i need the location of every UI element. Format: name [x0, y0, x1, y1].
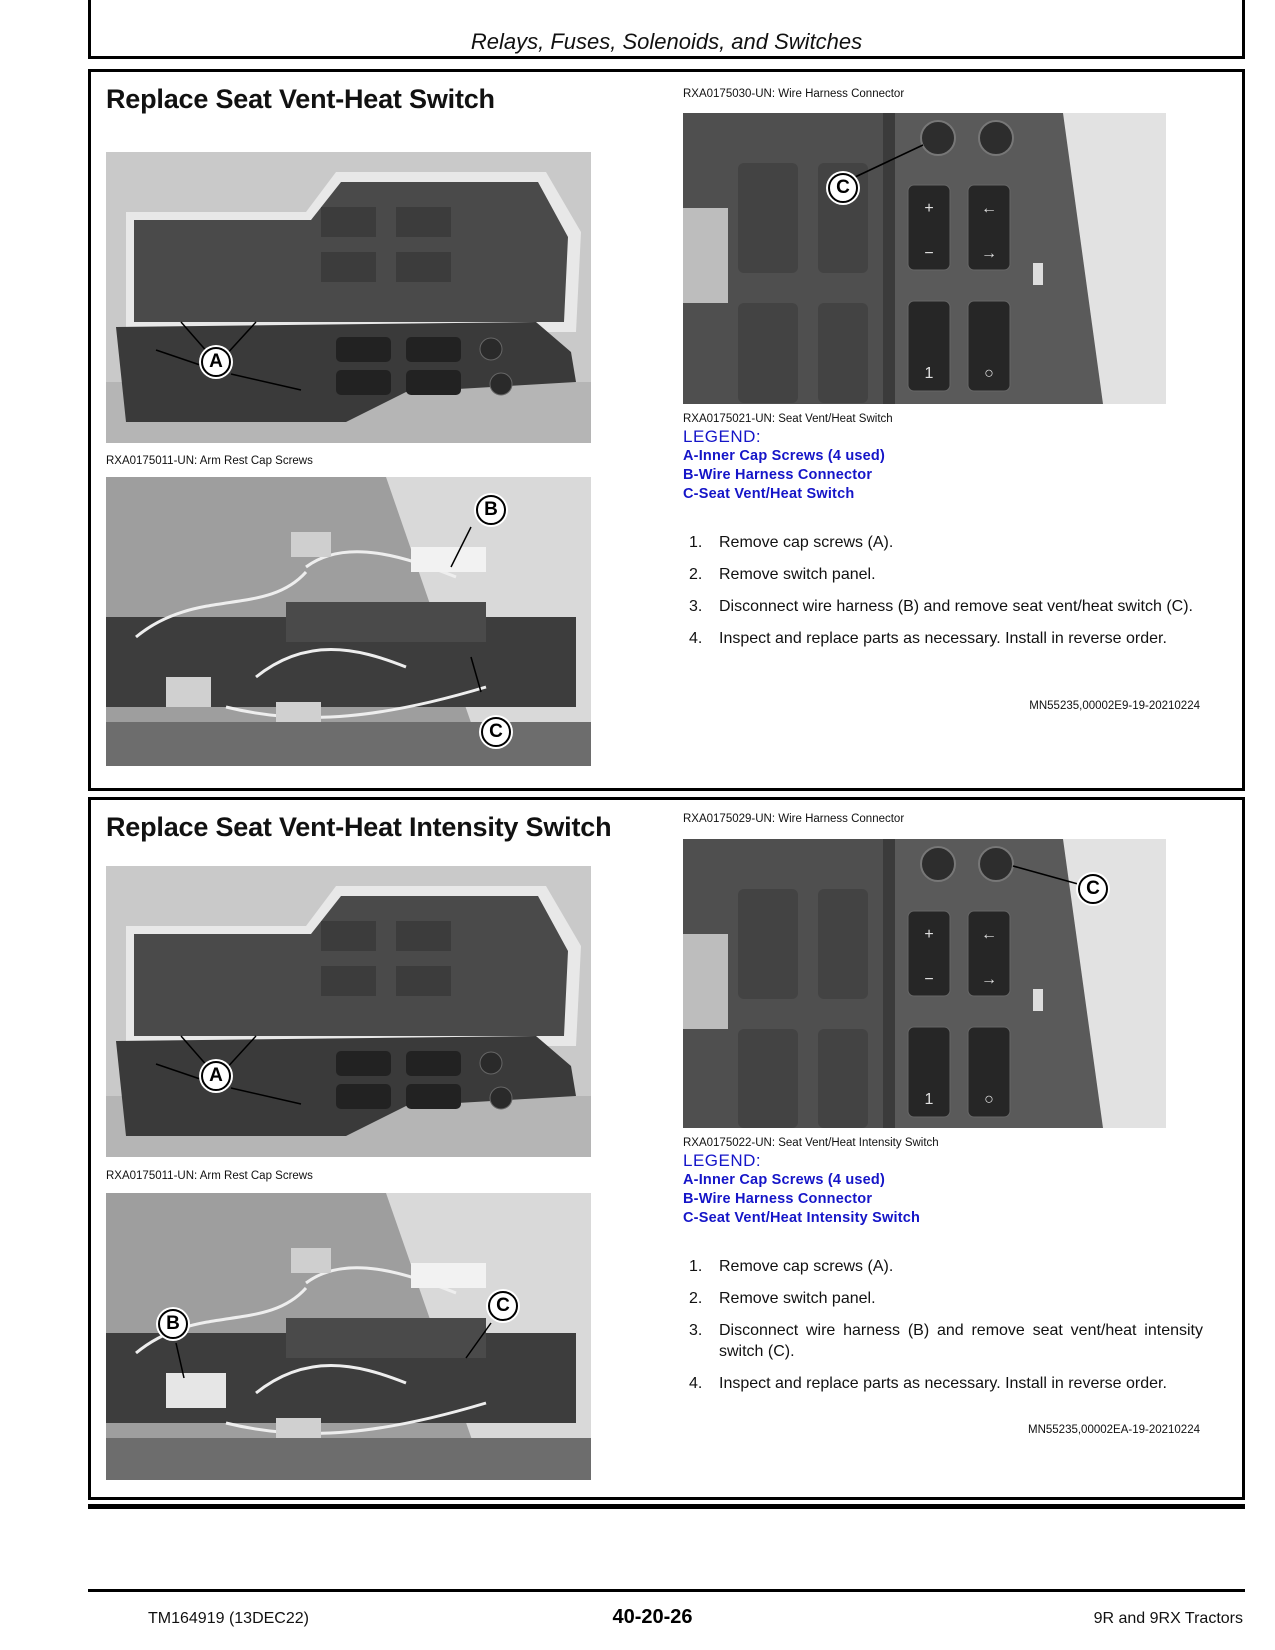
- procedure-steps: [683, 1256, 1203, 1405]
- legend-item-a: A-Inner Cap Screws (4 used): [683, 448, 886, 464]
- step-item: 4. Inspect and replace parts as necessary. Install in reverse order.: [689, 1375, 1167, 1392]
- svg-text:−: −: [924, 245, 934, 262]
- svg-text:→: →: [981, 245, 997, 262]
- procedure-steps: [683, 532, 1203, 660]
- photo-wire-harness: [106, 477, 591, 766]
- svg-text:+: +: [924, 200, 934, 217]
- reference-id: MN55235,00002EA-19-20210224: [1028, 1424, 1200, 1436]
- callout-b: B: [476, 495, 506, 525]
- reference-id: MN55235,00002E9-19-20210224: [1029, 700, 1200, 712]
- chapter-title: Relays, Fuses, Solenoids, and Switches: [470, 29, 863, 54]
- footer-rule: [88, 1589, 1245, 1592]
- svg-text:→: →: [981, 971, 997, 988]
- photo-arm-rest-cap-screws: [106, 152, 591, 443]
- step-item: 1. Remove cap screws (A).: [689, 1258, 894, 1275]
- step-item: 2. Remove switch panel.: [689, 566, 876, 583]
- figure-caption: RXA0175011-UN: Arm Rest Cap Screws: [106, 1170, 313, 1182]
- callout-c: C: [828, 173, 858, 203]
- svg-text:○: ○: [984, 365, 994, 382]
- svg-text:1: 1: [924, 365, 934, 382]
- callout-b: B: [158, 1309, 188, 1339]
- svg-text:←: ←: [981, 926, 997, 943]
- callout-c: C: [1078, 874, 1108, 904]
- svg-text:○: ○: [984, 1091, 994, 1108]
- callout-c: C: [488, 1291, 518, 1321]
- legend-heading: LEGEND:: [683, 1151, 762, 1170]
- legend-heading: LEGEND:: [683, 427, 762, 446]
- photo-switch-panel-closeup: [683, 839, 1166, 1128]
- figure-caption-top: RXA0175030-UN: Wire Harness Connector: [683, 88, 905, 100]
- figure-caption: RXA0175011-UN: Arm Rest Cap Screws: [106, 455, 313, 467]
- figure-caption: RXA0175022-UN: Seat Vent/Heat Intensity Switch: [683, 1137, 939, 1149]
- section-title: Replace Seat Vent-Heat Switch: [106, 84, 495, 114]
- legend-item-c: C-Seat Vent/Heat Switch: [683, 486, 855, 502]
- section-title: Replace Seat Vent-Heat Intensity Switch: [106, 812, 612, 842]
- callout-a: A: [201, 347, 231, 377]
- section-end-rule: [88, 1504, 1245, 1509]
- section-replace-seat-vent-heat-intensity-switch: [88, 797, 1245, 1500]
- photo-wire-harness: [106, 1193, 591, 1480]
- footer-product: 9R and 9RX Tractors: [1093, 1610, 1243, 1627]
- callout-a: A: [201, 1061, 231, 1091]
- step-item: 4. Inspect and replace parts as necessary. Install in reverse order.: [689, 630, 1167, 647]
- footer-doc-id: TM164919 (13DEC22): [148, 1610, 309, 1627]
- photo-arm-rest-cap-screws: [106, 866, 591, 1157]
- step-item: 3. Disconnect wire harness (B) and remove seat vent/heat intensity switch (C).: [689, 1322, 1203, 1360]
- figure-caption-top: RXA0175029-UN: Wire Harness Connector: [683, 813, 905, 825]
- page-header-box: [88, 0, 1245, 59]
- legend-item-b: B-Wire Harness Connector: [683, 467, 873, 483]
- callout-c: C: [481, 717, 511, 747]
- footer-page-number: 40-20-26: [612, 1606, 693, 1628]
- step-item: 3. Disconnect wire harness (B) and remove seat vent/heat switch (C).: [689, 598, 1193, 615]
- figure-caption: RXA0175021-UN: Seat Vent/Heat Switch: [683, 413, 893, 425]
- svg-text:←: ←: [981, 200, 997, 217]
- step-item: 2. Remove switch panel.: [689, 1290, 876, 1307]
- section-replace-seat-vent-heat-switch: [88, 69, 1245, 791]
- legend-item-a: A-Inner Cap Screws (4 used): [683, 1172, 886, 1188]
- legend: [683, 427, 885, 504]
- svg-text:1: 1: [924, 1091, 934, 1108]
- legend: [683, 1151, 920, 1228]
- legend-item-b: B-Wire Harness Connector: [683, 1191, 873, 1207]
- step-item: 1. Remove cap screws (A).: [689, 534, 894, 551]
- legend-item-c: C-Seat Vent/Heat Intensity Switch: [683, 1210, 921, 1226]
- svg-text:+: +: [924, 926, 934, 943]
- svg-text:−: −: [924, 971, 934, 988]
- photo-switch-panel-closeup: [683, 113, 1166, 404]
